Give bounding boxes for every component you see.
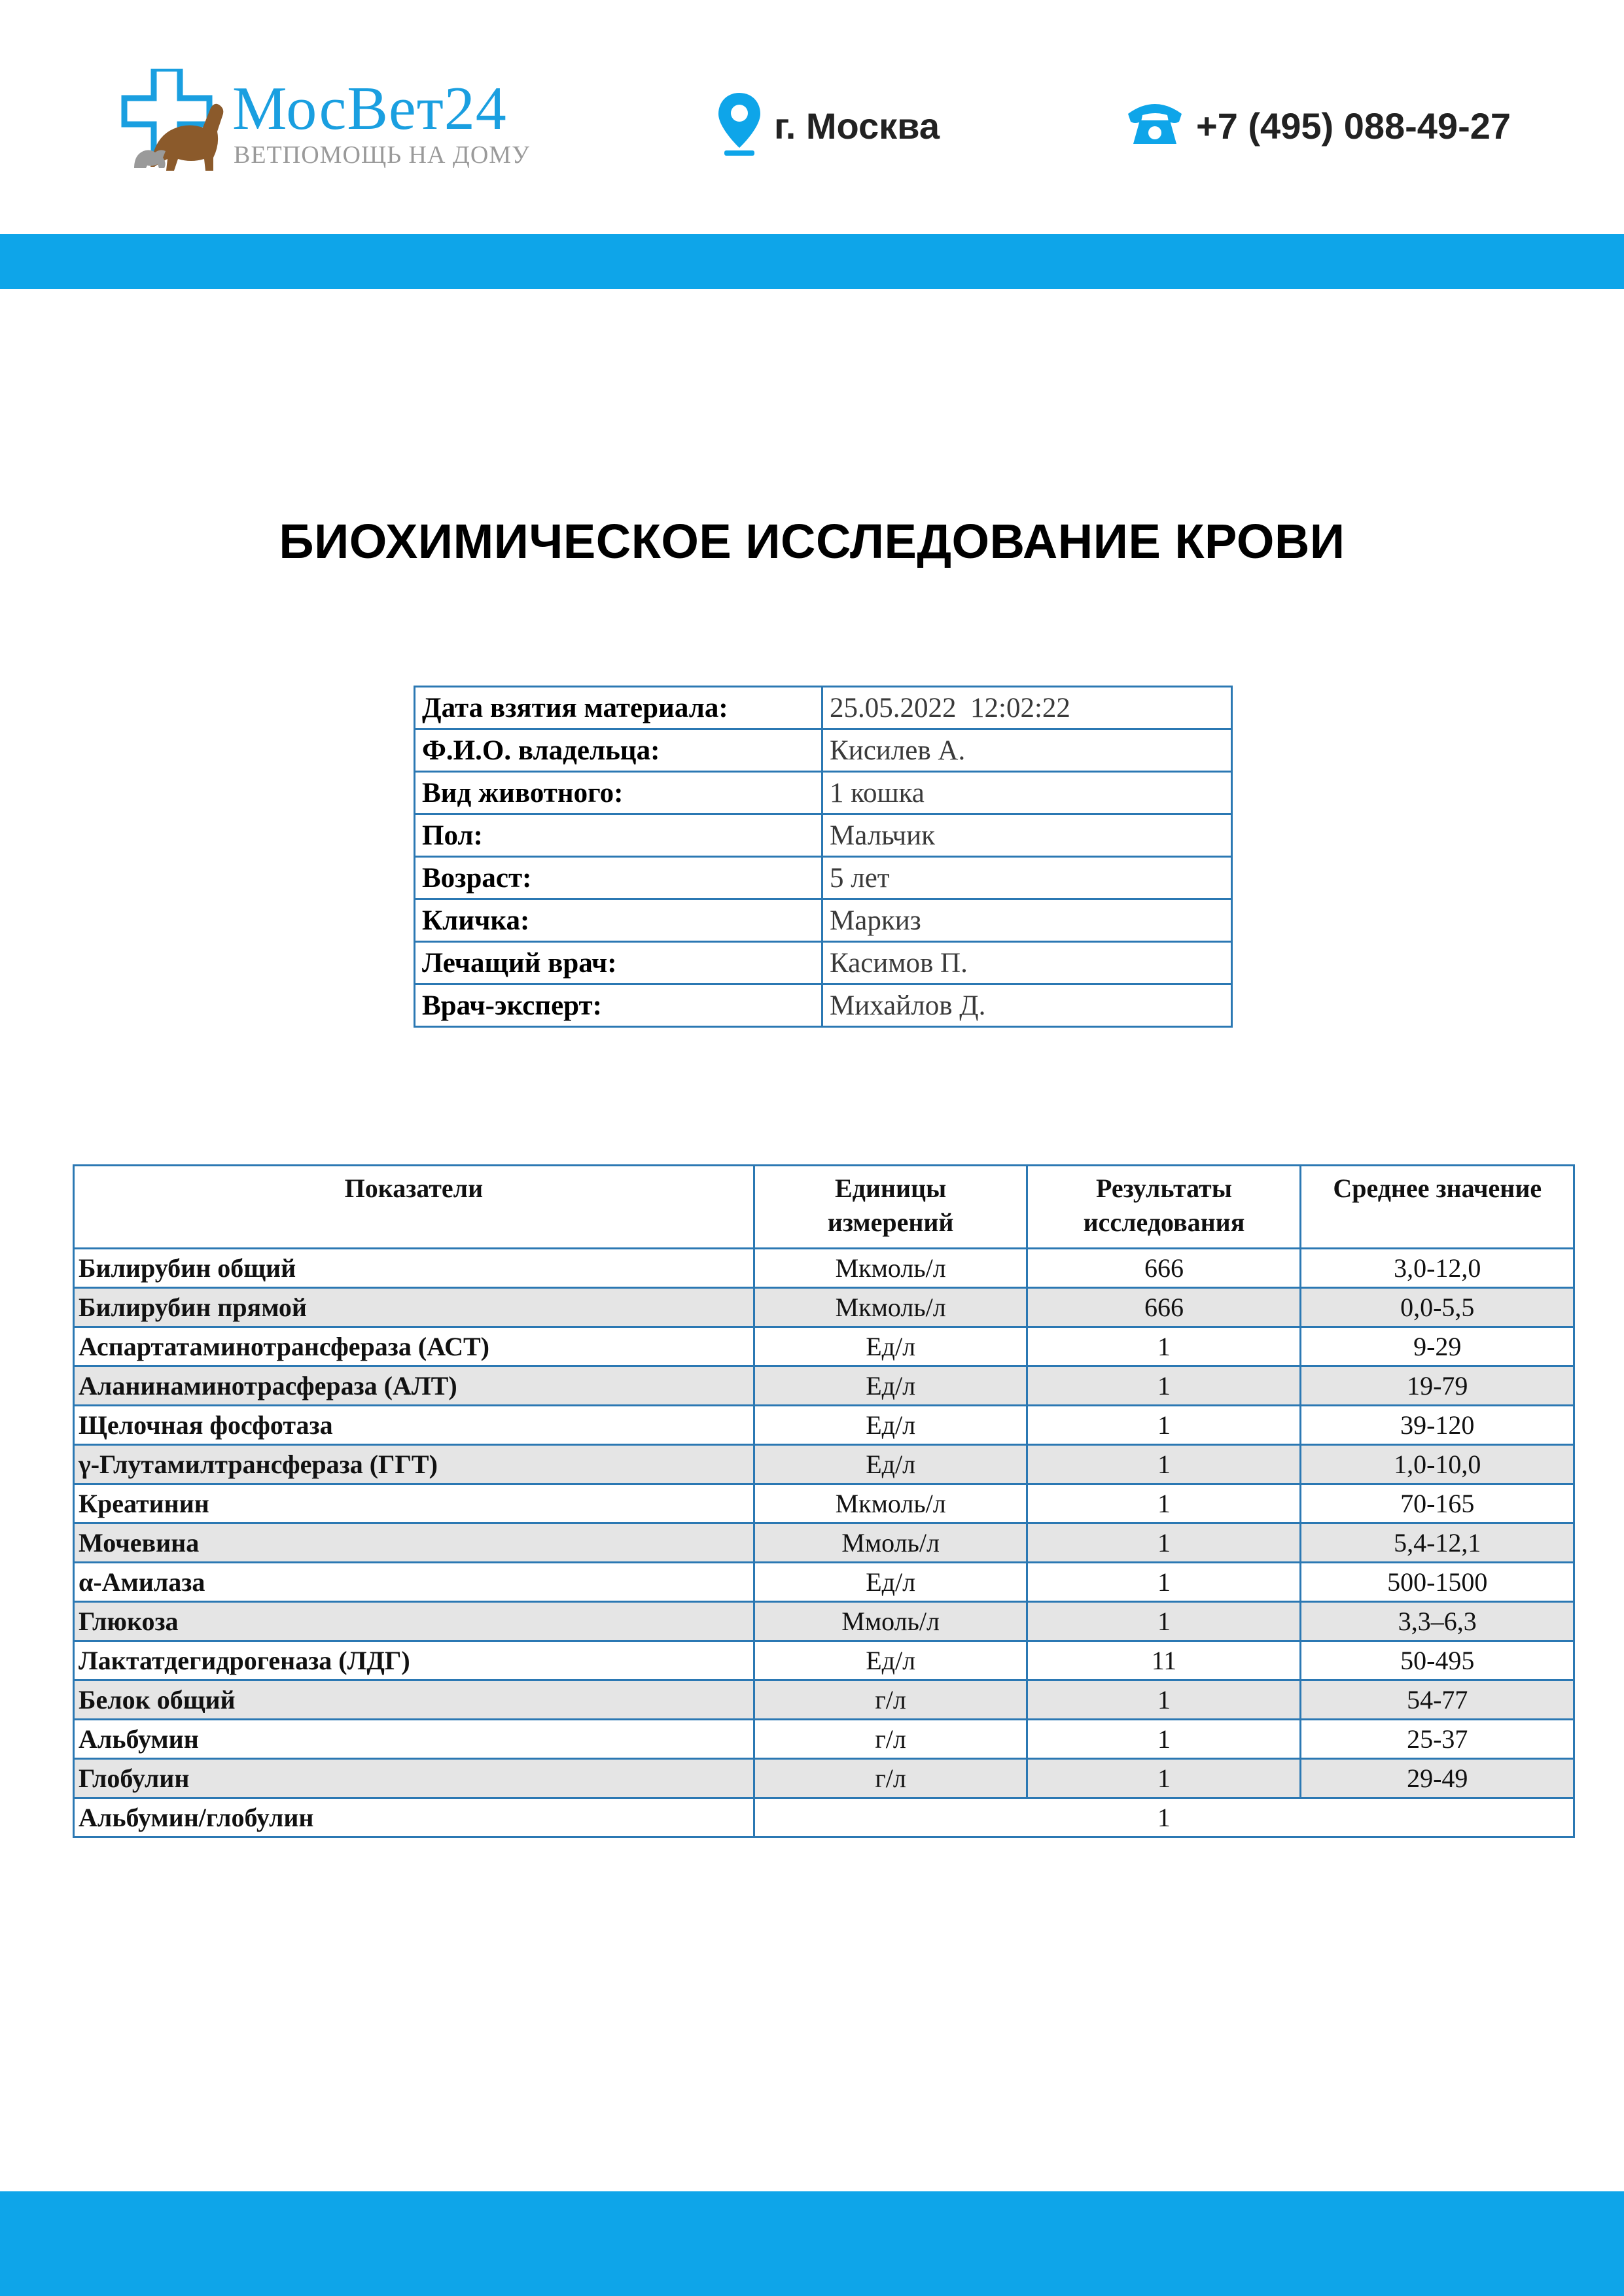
info-value: Михайлов Д.: [822, 984, 1232, 1027]
indicator-result: 1: [1027, 1484, 1301, 1523]
logo-title: МосВет24: [232, 75, 507, 143]
info-row: [415, 814, 1232, 857]
indicator-norm: 25-37: [1301, 1720, 1574, 1759]
info-value: 5 лет: [822, 857, 1232, 899]
table-row: [74, 1249, 1574, 1288]
indicator-name: α-Амилаза: [74, 1563, 754, 1602]
indicator-name: Альбумин: [74, 1720, 754, 1759]
table-row: [74, 1523, 1574, 1563]
table-row: [74, 1680, 1574, 1720]
indicator-name: Глобулин: [74, 1759, 754, 1798]
indicator-result: 1: [1027, 1445, 1301, 1484]
table-row: [74, 1366, 1574, 1406]
info-value: Кисилев А.: [822, 729, 1232, 772]
indicator-result: 666: [1027, 1249, 1301, 1288]
page-header: [0, 0, 1624, 235]
header-units-text: Единицы измерений: [827, 1174, 954, 1237]
patient-info-table: [414, 686, 1233, 1028]
table-row: [74, 1563, 1574, 1602]
phone-number[interactable]: +7 (495) 088-49-27: [1196, 105, 1511, 147]
indicator-unit: Ед/л: [754, 1406, 1027, 1445]
table-row: [74, 1602, 1574, 1641]
info-row: [415, 899, 1232, 942]
indicator-unit: г/л: [754, 1680, 1027, 1720]
indicator-name: Билирубин общий: [74, 1249, 754, 1288]
header-norm: Среднее значение: [1301, 1166, 1574, 1249]
indicator-unit: Мкмоль/л: [754, 1249, 1027, 1288]
indicator-norm: 500-1500: [1301, 1563, 1574, 1602]
indicator-unit: Ед/л: [754, 1445, 1027, 1484]
indicator-result: 11: [1027, 1641, 1301, 1680]
table-row: [74, 1759, 1574, 1798]
header-indicator: Показатели: [74, 1166, 754, 1249]
info-row: [415, 942, 1232, 984]
indicator-norm: 50-495: [1301, 1641, 1574, 1680]
indicator-unit: Ед/л: [754, 1327, 1027, 1366]
indicator-result: 1: [1027, 1720, 1301, 1759]
indicator-result: 1: [1027, 1680, 1301, 1720]
indicator-name: Щелочная фосфотаза: [74, 1406, 754, 1445]
indicator-unit: Ммоль/л: [754, 1523, 1027, 1563]
table-row: [74, 1445, 1574, 1484]
indicator-norm: 3,0-12,0: [1301, 1249, 1574, 1288]
indicator-norm: 1,0-10,0: [1301, 1445, 1574, 1484]
table-row: [74, 1327, 1574, 1366]
indicator-unit: Мкмоль/л: [754, 1484, 1027, 1523]
indicator-name: Креатинин: [74, 1484, 754, 1523]
indicator-result: 1: [1027, 1563, 1301, 1602]
indicator-norm: 0,0-5,5: [1301, 1288, 1574, 1327]
info-value: 25.05.2022 12:02:22: [822, 687, 1232, 729]
indicator-result: 1: [1027, 1523, 1301, 1563]
info-row: [415, 729, 1232, 772]
ratio-result: 1: [754, 1798, 1574, 1837]
info-label: Лечащий врач:: [415, 942, 822, 984]
indicator-norm: 3,3–6,3: [1301, 1602, 1574, 1641]
logo-subtitle: ВЕТПОМОЩЬ НА ДОМУ: [234, 141, 530, 169]
header-results: [1027, 1166, 1301, 1249]
indicator-name: Мочевина: [74, 1523, 754, 1563]
indicator-norm: 39-120: [1301, 1406, 1574, 1445]
table-row: [74, 1484, 1574, 1523]
ratio-name: Альбумин/глобулин: [74, 1798, 754, 1837]
info-label: Врач-эксперт:: [415, 984, 822, 1027]
info-row: [415, 772, 1232, 814]
info-label: Пол:: [415, 814, 822, 857]
table-row: [74, 1406, 1574, 1445]
indicator-name: Аланинаминотрасфераза (АЛТ): [74, 1366, 754, 1406]
info-label: Ф.И.О. владельца:: [415, 729, 822, 772]
info-row: [415, 857, 1232, 899]
info-value: Маркиз: [822, 899, 1232, 942]
table-row: [74, 1720, 1574, 1759]
vet-logo-icon: [115, 69, 232, 173]
info-row: [415, 687, 1232, 729]
indicator-unit: Ед/л: [754, 1641, 1027, 1680]
indicator-result: 1: [1027, 1327, 1301, 1366]
table-row: [74, 1641, 1574, 1680]
city-label: г. Москва: [774, 105, 940, 147]
info-label: Вид животного:: [415, 772, 822, 814]
page-title: БИОХИМИЧЕСКОЕ ИССЛЕДОВАНИЕ КРОВИ: [279, 514, 1345, 568]
indicator-unit: Мкмоль/л: [754, 1288, 1027, 1327]
info-value: 1 кошка: [822, 772, 1232, 814]
indicator-name: Билирубин прямой: [74, 1288, 754, 1327]
results-table: [73, 1164, 1575, 1838]
indicator-name: Лактатдегидрогеназа (ЛДГ): [74, 1641, 754, 1680]
top-accent-band: [0, 234, 1624, 289]
telephone-icon: [1125, 97, 1184, 149]
header-results-text: Результаты исследования: [1083, 1174, 1245, 1237]
indicator-norm: 54-77: [1301, 1680, 1574, 1720]
ratio-row: [74, 1798, 1574, 1837]
indicator-result: 666: [1027, 1288, 1301, 1327]
indicator-norm: 9-29: [1301, 1327, 1574, 1366]
indicator-unit: Ед/л: [754, 1563, 1027, 1602]
indicator-name: γ-Глутамилтрансфераза (ГГТ): [74, 1445, 754, 1484]
indicator-result: 1: [1027, 1759, 1301, 1798]
results-header-row: [74, 1166, 1574, 1249]
info-value: Мальчик: [822, 814, 1232, 857]
bottom-accent-band: [0, 2191, 1624, 2296]
info-value: Касимов П.: [822, 942, 1232, 984]
logo: [115, 69, 533, 173]
info-row: [415, 984, 1232, 1027]
indicator-unit: Ед/л: [754, 1366, 1027, 1406]
indicator-result: 1: [1027, 1366, 1301, 1406]
indicator-name: Белок общий: [74, 1680, 754, 1720]
info-label: Возраст:: [415, 857, 822, 899]
indicator-unit: Ммоль/л: [754, 1602, 1027, 1641]
header-units: [754, 1166, 1027, 1249]
info-label: Дата взятия материала:: [415, 687, 822, 729]
indicator-name: Аспартатаминотрансфераза (АСТ): [74, 1327, 754, 1366]
indicator-name: Глюкоза: [74, 1602, 754, 1641]
indicator-result: 1: [1027, 1406, 1301, 1445]
indicator-result: 1: [1027, 1602, 1301, 1641]
indicator-unit: г/л: [754, 1759, 1027, 1798]
table-row: [74, 1288, 1574, 1327]
indicator-norm: 19-79: [1301, 1366, 1574, 1406]
indicator-unit: г/л: [754, 1720, 1027, 1759]
info-label: Кличка:: [415, 899, 822, 942]
location-pin-icon: [716, 92, 762, 157]
indicator-norm: 29-49: [1301, 1759, 1574, 1798]
indicator-norm: 70-165: [1301, 1484, 1574, 1523]
indicator-norm: 5,4-12,1: [1301, 1523, 1574, 1563]
